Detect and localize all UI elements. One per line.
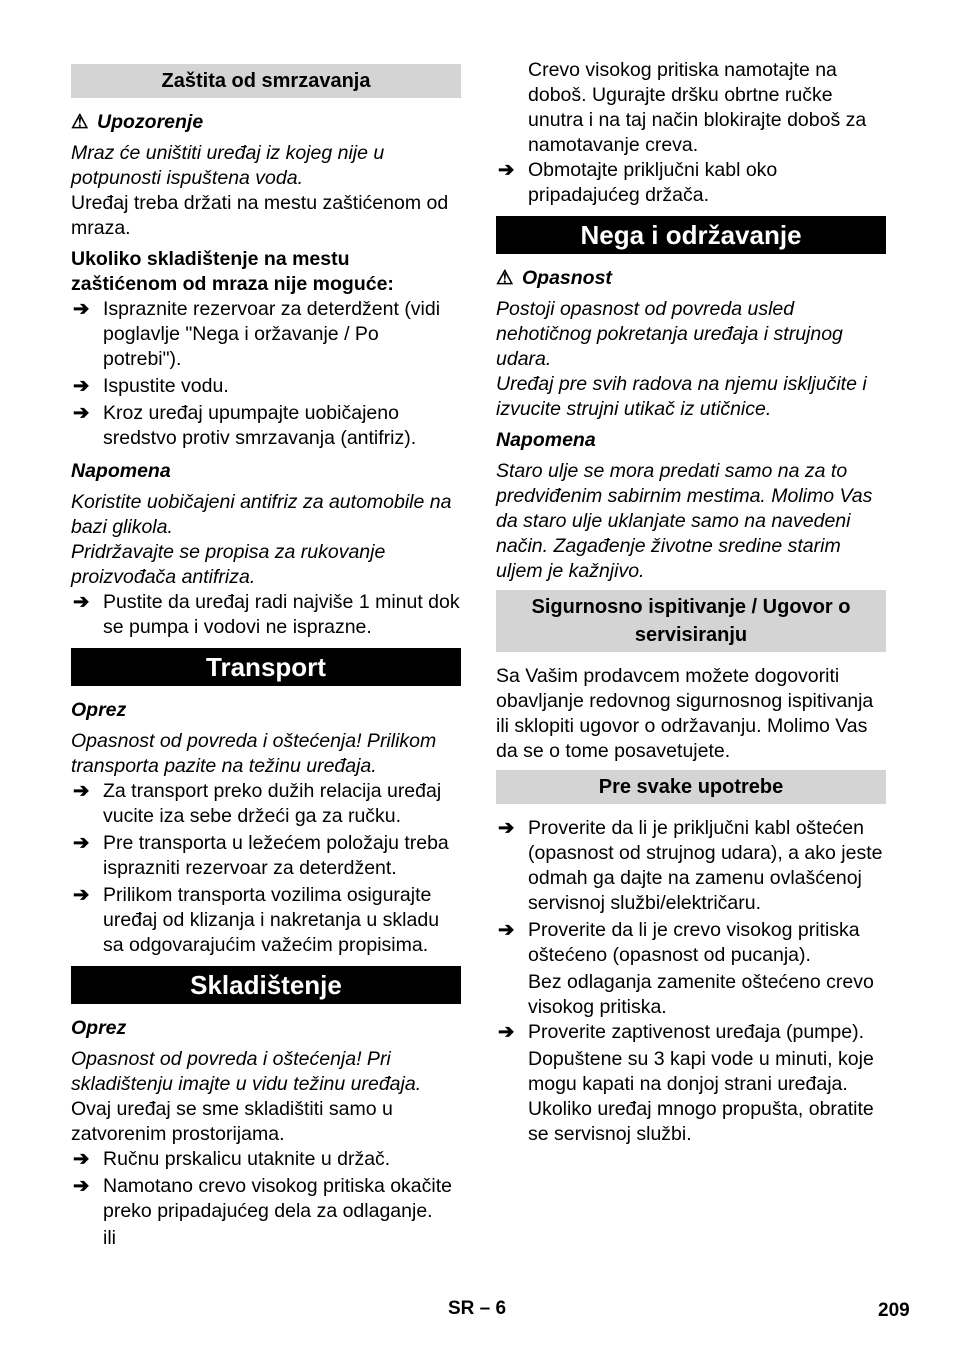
transport-caution-text: Opasnost od povreda i oštećenja! Prilikom transporta pazite na težinu uređaja. — [71, 730, 437, 777]
arrow-icon: ➔ — [73, 402, 90, 424]
warning-icon: ⚠ — [496, 267, 514, 289]
list-item: ➔ Ručnu prskalicu utaknite u držač. — [73, 1148, 391, 1170]
arrow-icon: ➔ — [498, 159, 515, 181]
continuation-text: Crevo visokog pritiska namotajte na doboš. Ugurajte dršku obrtne ručke unutra i na taj način blokirajte doboš za namotavanje creva. — [528, 59, 867, 156]
warning-label: ⚠ Upozorenje — [71, 111, 204, 133]
arrow-icon: ➔ — [498, 919, 515, 941]
storage-heading: Skladištenje — [71, 966, 461, 1004]
arrow-icon: ➔ — [498, 1021, 515, 1043]
note-text-2: Pridržavajte se propisa za rukovanje proizvođača antifriza. — [71, 541, 386, 588]
transport-heading: Transport — [71, 648, 461, 686]
note-text: Staro ulje se mora predati samo na za to predviđenim sabirnim mestima. Molimo Vas da staro ulje uklanjate samo na navedeni način. Zagađenje životne sredine starim uljem je kažnjivo. — [496, 460, 873, 582]
left-column — [71, 64, 461, 1251]
list-item: ➔ Za transport preko dužih relacija uređaj vucite iza sebe držeći ga za ručku. — [73, 780, 442, 827]
list-item: ➔ Proverite da li je priključni kabl oštećen (opasnost od strujnog udara), a ako jeste odmah ga dajte na zamenu ovlašćenoj servisnoj službi/električaru. — [498, 817, 883, 914]
list-item: ➔ Pustite da uređaj radi najviše 1 minut dok se pumpa i vodovi ne isprazne. — [73, 591, 460, 638]
frost-protection-heading: Zaštita od smrzavanja — [71, 64, 461, 98]
care-maintenance-heading: Nega i održavanje — [496, 216, 886, 254]
warning-icon: ⚠ — [71, 111, 89, 133]
note-label: Napomena — [71, 460, 171, 482]
warning-text: Mraz će uništiti uređaj iz kojeg nije u potpunosti ispuštena voda. — [71, 142, 385, 189]
storage-text: Ovaj uređaj se sme skladištiti samo u zatvorenim prostorijama. — [71, 1098, 393, 1145]
note-text-1: Koristite uobičajeni antifriz za automobile na bazi glikola. — [71, 491, 452, 538]
before-each-use-heading: Pre svake upotrebe — [496, 770, 886, 804]
list-item: ➔ Namotano crevo visokog pritiska okačite preko pripadajućeg dela za odlaganje. — [73, 1175, 452, 1222]
frost-bold-text: Ukoliko skladištenje na mestu zaštićenom od mraza nije moguće: — [71, 248, 394, 295]
arrow-icon: ➔ — [498, 817, 515, 839]
list-item: ➔ Proverite zaptivenost uređaja (pumpe). — [498, 1021, 865, 1043]
danger-text-2: Uređaj pre svih radova na njemu isključite i izvucite strujni utikač iz utičnice. — [496, 373, 867, 420]
storage-or-text: ili — [103, 1227, 116, 1249]
arrow-icon: ➔ — [73, 780, 90, 802]
arrow-icon: ➔ — [73, 298, 90, 320]
caution-label: Oprez — [71, 699, 127, 721]
danger-text-1: Postoji opasnost od povreda usled nehotičnog pokretanja uređaja i strujnog udara. — [496, 298, 843, 370]
storage-caution-text: Opasnost od povreda i oštećenja! Pri skladištenju imajte u vidu težinu uređaja. — [71, 1048, 422, 1095]
list-item: ➔ Kroz uređaj upumpajte uobičajeno sredstvo protiv smrzavanja (antifriz). — [73, 402, 417, 449]
danger-label: ⚠ Opasnost — [496, 267, 612, 289]
arrow-icon: ➔ — [73, 1148, 90, 1170]
page-number: 209 — [878, 1300, 910, 1321]
before-item-2-sub: Bez odlaganja zamenite oštećeno crevo visokog pritiska. — [528, 971, 874, 1018]
arrow-icon: ➔ — [73, 1175, 90, 1197]
frost-text: Uređaj treba držati na mestu zaštićenom od mraza. — [71, 192, 449, 239]
list-item: ➔ Proverite da li je crevo visokog pritiska oštećeno (opasnost od pucanja). — [498, 919, 860, 966]
safety-inspection-heading: Sigurnosno ispitivanje / Ugovor o servisiranju — [496, 590, 886, 652]
footer-section-label: SR – 6 — [448, 1298, 507, 1319]
list-item: ➔ Ispraznite rezervoar za deterdžent (vidi poglavlje "Nega i oržavanje / Po potrebi"). — [73, 298, 441, 370]
list-item: ➔ Prilikom transporta vozilima osigurajte uređaj od klizanja i nakretanja u skladu sa odgovarajućim važećim propisima. — [73, 884, 440, 956]
list-item: ➔ Obmotajte priključni kabl oko pripadajućeg držača. — [498, 159, 778, 206]
arrow-icon: ➔ — [73, 884, 90, 906]
arrow-icon: ➔ — [73, 832, 90, 854]
before-item-3-sub: Dopuštene su 3 kapi vode u minuti, koje mogu kapati na donjoj strani uređaja. Ukoliko uređaj mnogo propušta, obratite se servisnoj službi. — [528, 1048, 874, 1145]
list-item: ➔ Ispustite vodu. — [73, 375, 229, 397]
list-item: ➔ Pre transporta u ležećem položaju treba isprazniti rezervoar za deterdžent. — [73, 832, 449, 879]
safety-text: Sa Vašim prodavcem možete dogovoriti obavljanje redovnog sigurnosnog ispitivanja ili sklopiti ugovor o održavanju. Molimo Vas da se o tome posavetujete. — [496, 665, 874, 762]
arrow-icon: ➔ — [73, 591, 90, 613]
note-label: Napomena — [496, 429, 596, 451]
caution-label: Oprez — [71, 1017, 127, 1039]
right-column — [496, 58, 886, 1147]
arrow-icon: ➔ — [73, 375, 90, 397]
